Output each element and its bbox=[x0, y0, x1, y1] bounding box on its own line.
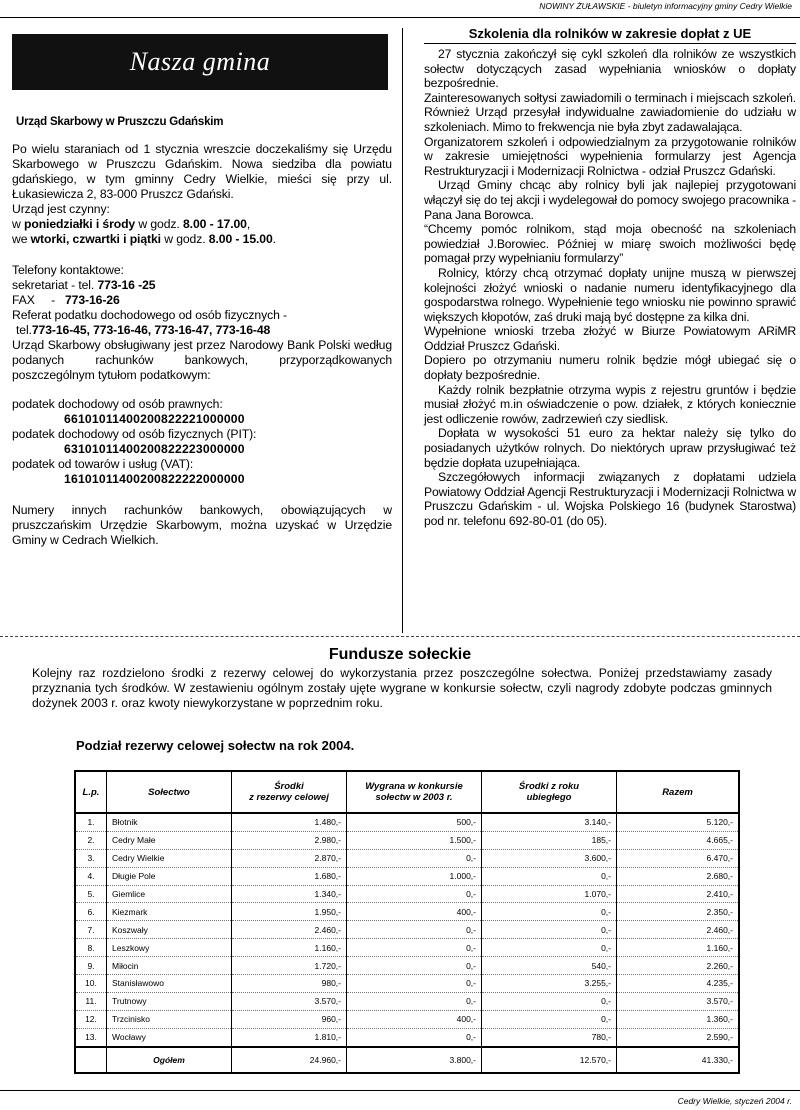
total-cell-total: 41.330,- bbox=[617, 1047, 740, 1073]
cell-previous: 185,- bbox=[482, 831, 617, 849]
fund-title: Fundusze sołeckie bbox=[328, 646, 472, 663]
cell-contest: 0,- bbox=[347, 992, 482, 1010]
cell-contest: 0,- bbox=[347, 921, 482, 939]
phones-label: Telefony kontaktowe: bbox=[12, 263, 124, 277]
col-header-solectwo: Sołectwo bbox=[107, 771, 232, 813]
table-row bbox=[75, 903, 739, 921]
left-column bbox=[12, 28, 392, 548]
total-cell-contest: 3.800,- bbox=[347, 1047, 482, 1073]
allocation-table bbox=[74, 770, 740, 1074]
cell-solectwo: Stanisławowo bbox=[107, 975, 232, 993]
cell-solectwo: Leszkowy bbox=[107, 939, 232, 957]
article-paragraph: Urząd Gminy chcąc aby rolnicy byli jak najlepiej przygotowani włączył się do tej akcji i wydelegował do pomocy swojego pracownika - Pana Jana Borowca. bbox=[424, 178, 796, 222]
cell-solectwo: Miłocin bbox=[107, 957, 232, 975]
cell-solectwo: Kiezmark bbox=[107, 903, 232, 921]
cell-solectwo: Długie Pole bbox=[107, 867, 232, 885]
table-row bbox=[75, 885, 739, 903]
article-paragraph: 27 stycznia zakończył się cykl szkoleń dla rolników ze wszystkich sołectw dotyczących zasad wypełniania wniosków o dopłaty bezpośrednie. bbox=[424, 47, 796, 91]
cell-reserve: 1.160,- bbox=[232, 939, 347, 957]
total-cell-reserve: 24.960,- bbox=[232, 1047, 347, 1073]
account-1-number: 66101011400200822221000000 bbox=[64, 412, 245, 426]
cell-lp: 5. bbox=[75, 885, 107, 903]
cell-contest: 0,- bbox=[347, 975, 482, 993]
cell-total: 2.350,- bbox=[617, 903, 740, 921]
cell-total: 2.680,- bbox=[617, 867, 740, 885]
hours1-time: 8.00 - 17.00 bbox=[182, 217, 247, 231]
cell-solectwo: Koszwały bbox=[107, 921, 232, 939]
cell-contest: 0,- bbox=[347, 957, 482, 975]
account-2-label: podatek dochodowy od osób fizycznych (PIT): bbox=[12, 427, 257, 441]
cell-lp: 6. bbox=[75, 903, 107, 921]
cell-lp: 3. bbox=[75, 849, 107, 867]
cell-previous: 0,- bbox=[482, 939, 617, 957]
cell-previous: 3.140,- bbox=[482, 813, 617, 831]
hours2-mid: w godz. bbox=[160, 232, 209, 246]
cell-contest: 1.000,- bbox=[347, 867, 482, 885]
hours1-days: poniedziałki i środy bbox=[24, 217, 136, 231]
paragraph-bank: Urząd Skarbowy obsługiwany jest przez Narodowy Bank Polski według podanych rachunków bankowych, przyporządkowanych poszczególnym tytułom podatkowym: bbox=[12, 338, 392, 382]
total-cell-solectwo: Ogółem bbox=[107, 1047, 232, 1073]
cell-total: 1.360,- bbox=[617, 1010, 740, 1028]
cell-lp: 4. bbox=[75, 867, 107, 885]
cell-total: 2.410,- bbox=[617, 885, 740, 903]
table-row bbox=[75, 957, 739, 975]
cell-lp: 2. bbox=[75, 831, 107, 849]
cell-solectwo: Błotnik bbox=[107, 813, 232, 831]
col-header-total: Razem bbox=[617, 771, 740, 813]
article-paragraph: Rolnicy, którzy chcą otrzymać dopłaty unijne muszą w pierwszej kolejności złożyć wnioski o nadanie numeru identyfikacyjnego dla gospodarstwa rolnego. Wypełnienie tego wniosku nie powinno sprawić większych kłopotów, zaś druki mają być dostępne za kilka dni. bbox=[424, 265, 796, 324]
fax-number: 773-16-26 bbox=[64, 293, 120, 307]
cell-reserve: 980,- bbox=[232, 975, 347, 993]
fax-line bbox=[12, 293, 392, 308]
table-row bbox=[75, 992, 739, 1010]
cell-total: 4.235,- bbox=[617, 975, 740, 993]
cell-lp: 1. bbox=[75, 813, 107, 831]
cell-lp: 11. bbox=[75, 992, 107, 1010]
secretariat-line bbox=[12, 278, 392, 293]
running-header: NOWINY ŻUŁAWSKIE - biuletyn informacyjny gminy Cedry Wielkie bbox=[539, 1, 792, 11]
cell-contest: 0,- bbox=[347, 939, 482, 957]
cell-reserve: 1.340,- bbox=[232, 885, 347, 903]
secretariat-label: sekretariat - tel. bbox=[12, 278, 98, 292]
cell-lp: 7. bbox=[75, 921, 107, 939]
cell-previous: 0,- bbox=[482, 992, 617, 1010]
cell-reserve: 960,- bbox=[232, 1010, 347, 1028]
total-cell-previous: 12.570,- bbox=[482, 1047, 617, 1073]
pit-line bbox=[12, 323, 392, 338]
cell-reserve: 1.720,- bbox=[232, 957, 347, 975]
table-row bbox=[75, 867, 739, 885]
cell-total: 2.260,- bbox=[617, 957, 740, 975]
cell-total: 3.570,- bbox=[617, 992, 740, 1010]
cell-solectwo: Cedry Wielkie bbox=[107, 849, 232, 867]
paragraph-other-accounts: Numery innych rachunków bankowych, obowiązujących w pruszczańskim Urzędzie Skarbowym, można uzyskać w Urzędzie Gminy w Cedrach Wielkich. bbox=[12, 503, 392, 547]
masthead bbox=[12, 34, 388, 90]
cell-total: 2.590,- bbox=[617, 1028, 740, 1046]
cell-solectwo: Trutnowy bbox=[107, 992, 232, 1010]
cell-solectwo: Trzcinisko bbox=[107, 1010, 232, 1028]
hours-line-1 bbox=[12, 217, 392, 232]
cell-previous: 1.070,- bbox=[482, 885, 617, 903]
cell-previous: 3.600,- bbox=[482, 849, 617, 867]
table-row bbox=[75, 939, 739, 957]
table-row bbox=[75, 1028, 739, 1046]
right-column bbox=[424, 26, 796, 529]
col-header-previous: Środki z roku ubiegłego bbox=[482, 771, 617, 813]
cell-total: 4.665,- bbox=[617, 831, 740, 849]
col-header-lp: L.p. bbox=[75, 771, 107, 813]
fund-intro: Kolejny raz rozdzielono środki z rezerwy celowej do wykorzystania przez poszczególne sołectwa. Poniżej przedstawiamy zasady przyznania tych środków. W zestawieniu ogólnym zostały ujęte wygrane w konkursie sołectw, czyli nagrody zdobyte podczas gminnych dożynek 2003 r. oraz kwoty niewykorzystane w poprzednim roku. bbox=[32, 666, 772, 710]
article-paragraph: Dopiero po otrzymaniu numeru rolnik będzie mógł ubiegać się o dopłaty bezpośrednie. bbox=[424, 353, 796, 383]
section-separator bbox=[0, 636, 800, 637]
cell-reserve: 1.480,- bbox=[232, 813, 347, 831]
cell-reserve: 2.870,- bbox=[232, 849, 347, 867]
article-paragraph: Organizatorem szkoleń i odpowiedzialnym za przygotowanie rolników w zakresie umiejętności wypełnienia formularzy jest Agencja Restrukturyzacji i Modernizacji Rolnictwa - odział Pruszcz Gdański. bbox=[424, 134, 796, 178]
secretariat-number: 773-16 -25 bbox=[97, 278, 156, 292]
table-header-row bbox=[75, 771, 739, 813]
pit-numbers: 773-16-45, 773-16-46, 773-16-47, 773-16-48 bbox=[31, 323, 271, 337]
hours2-days: wtorki, czwartki i piątki bbox=[30, 232, 161, 246]
open-label: Urząd jest czynny: bbox=[12, 202, 110, 216]
cell-contest: 0,- bbox=[347, 1028, 482, 1046]
pit-label: Referat podatku dochodowego od osób fizycznych - bbox=[12, 308, 288, 322]
cell-lp: 13. bbox=[75, 1028, 107, 1046]
cell-previous: 3.255,- bbox=[482, 975, 617, 993]
hours2-end: . bbox=[272, 232, 276, 246]
cell-previous: 0,- bbox=[482, 903, 617, 921]
article-paragraph: Zainteresowanych sołtysi zawiadomili o terminach i miejscach szkoleń. Również Urząd przesyłał indywidualne zawiadomienie do udziału w szkoleniach. Mimo to frekwencja nie była zbyt zadawalająca. bbox=[424, 90, 796, 134]
table-title: Podział rezerwy celowej sołectw na rok 2004. bbox=[76, 738, 355, 753]
cell-total: 6.470,- bbox=[617, 849, 740, 867]
table-row bbox=[75, 975, 739, 993]
table-row bbox=[75, 1010, 739, 1028]
hours1-prefix: w bbox=[12, 217, 24, 231]
account-1-label: podatek dochodowy od osób prawnych: bbox=[12, 397, 223, 411]
cell-reserve: 1.680,- bbox=[232, 867, 347, 885]
article-paragraph: Szczegółowych informacji związanych z dopłatami udziela Powiatowy Oddział Agencji Restrukturyzacji i Modernizacji Rolnictwa w Pruszczu Gdańskim - ul. Wojska Polskiego 16 (budynek Starostwa) pod nr. telefonu 692-80-01 (do 05). bbox=[424, 470, 796, 528]
cell-previous: 0,- bbox=[482, 867, 617, 885]
cell-previous: 0,- bbox=[482, 921, 617, 939]
article-quote: “Chcemy pomóc rolnikom, stąd moja obecność na szkoleniach powiedział J.Borowiec. Później w miarę swoich możliwości będę pomagał przy wypełnianiu formularzy” bbox=[424, 222, 796, 266]
table-row bbox=[75, 849, 739, 867]
cell-reserve: 1.810,- bbox=[232, 1028, 347, 1046]
subheading: Urząd Skarbowy w Pruszczu Gdańskim bbox=[16, 116, 224, 128]
cell-reserve: 2.460,- bbox=[232, 921, 347, 939]
cell-previous: 780,- bbox=[482, 1028, 617, 1046]
cell-lp: 9. bbox=[75, 957, 107, 975]
article-title: Szkolenia dla rolników w zakresie dopłat z UE bbox=[424, 26, 796, 44]
hours-line-2 bbox=[12, 232, 392, 247]
hours2-time: 8.00 - 15.00 bbox=[208, 232, 273, 246]
cell-reserve: 3.570,- bbox=[232, 992, 347, 1010]
cell-contest: 500,- bbox=[347, 813, 482, 831]
hours1-end: , bbox=[246, 217, 251, 231]
cell-solectwo: Wocławy bbox=[107, 1028, 232, 1046]
masthead-title: Nasza gmina bbox=[129, 47, 271, 76]
cell-total: 2.460,- bbox=[617, 921, 740, 939]
article-paragraph: Wypełnione wnioski trzeba złożyć w Biurze Powiatowym ARiMR Oddział Pruszcz Gdański. bbox=[424, 324, 796, 353]
cell-lp: 12. bbox=[75, 1010, 107, 1028]
col-header-contest: Wygrana w konkursie sołectw w 2003 r. bbox=[347, 771, 482, 813]
total-cell-lp bbox=[75, 1047, 107, 1073]
table-row bbox=[75, 921, 739, 939]
cell-lp: 8. bbox=[75, 939, 107, 957]
cell-contest: 400,- bbox=[347, 1010, 482, 1028]
cell-contest: 0,- bbox=[347, 885, 482, 903]
cell-contest: 1.500,- bbox=[347, 831, 482, 849]
article-paragraph: Każdy rolnik bezpłatnie otrzyma wypis z rejestru gruntów i będzie musiał złożyć m.in oświadczenie o pow. działek, z których koniecznie jest odliczenie rowów, zadrzewień czy siedlisk. bbox=[424, 382, 796, 426]
column-divider bbox=[402, 28, 403, 633]
fax-label: FAX - bbox=[12, 293, 65, 307]
paragraph-intro: Po wielu staraniach od 1 stycznia wreszcie doczekaliśmy się Urzędu Skarbowego w Pruszczu Gdańskim. Nowa siedziba dla powiatu gdańskiego, w tym gminny Cedry Wielkie, mieści się przy ul. Łukasiewicza 2, 83-000 Pruszcz Gdański. bbox=[12, 142, 392, 201]
cell-solectwo: Giemlice bbox=[107, 885, 232, 903]
cell-contest: 0,- bbox=[347, 849, 482, 867]
hours1-mid: w godz. bbox=[135, 217, 183, 231]
cell-reserve: 2.980,- bbox=[232, 831, 347, 849]
header-rule bbox=[0, 17, 800, 18]
article-paragraph: Dopłata w wysokości 51 euro za hektar należy się tylko do posiadanych użytków rolnych. Do niektórych upraw przysługiwać też będzie dopłata uzupełniająca. bbox=[424, 426, 796, 470]
cell-total: 1.160,- bbox=[617, 939, 740, 957]
table-total-row bbox=[75, 1047, 739, 1073]
cell-lp: 10. bbox=[75, 975, 107, 993]
account-3-label: podatek od towarów i usług (VAT): bbox=[12, 457, 194, 471]
account-2-number: 63101011400200822223000000 bbox=[64, 442, 245, 456]
cell-previous: 0,- bbox=[482, 1010, 617, 1028]
cell-reserve: 1.950,- bbox=[232, 903, 347, 921]
table-row bbox=[75, 813, 739, 831]
footer-rule bbox=[0, 1090, 800, 1091]
col-header-reserve: Środki z rezerwy celowej bbox=[232, 771, 347, 813]
hours2-prefix: we bbox=[12, 232, 31, 246]
footer: Cedry Wielkie, styczeń 2004 r. bbox=[677, 1096, 792, 1106]
pit-prefix: tel. bbox=[16, 323, 32, 337]
cell-previous: 540,- bbox=[482, 957, 617, 975]
cell-solectwo: Cedry Małe bbox=[107, 831, 232, 849]
cell-contest: 400,- bbox=[347, 903, 482, 921]
cell-total: 5.120,- bbox=[617, 813, 740, 831]
account-3-number: 16101011400200822222000000 bbox=[64, 472, 245, 486]
table-row bbox=[75, 831, 739, 849]
